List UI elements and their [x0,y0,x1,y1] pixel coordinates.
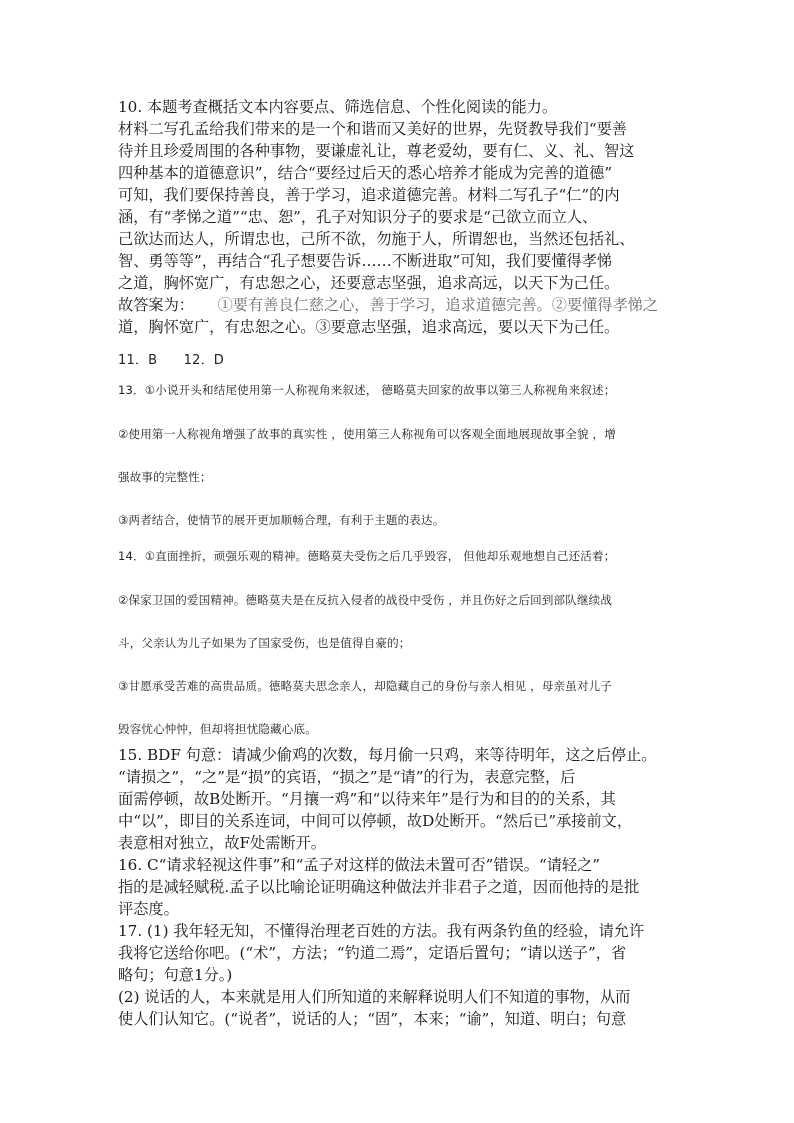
q11-q12-answers: 11．B 12．D [118,353,225,368]
answer-text: ①要有善良仁慈之心，善于学习，追求道德完善。②要懂得孝悌之 [217,296,659,314]
q10-answer-line-1 [118,294,658,316]
q17-line-3: 略句；句意1分。) [118,966,233,984]
q10-line-1: 10. 本题考查概括文本内容要点、筛选信息、个性化阅读的能力。 [118,98,558,116]
q10-line-6: 涵，有“孝悌之道”“忠、恕”，孔子对知识分子的要求是“己欲立而立人、 [118,208,598,226]
q13-line-3: 强故事的完整性； [118,470,212,484]
q17-line-5: 使人们认知它。(“说者”，说话的人；“固”，本来；“谕”，知道、明白；句意 [118,1010,627,1028]
q15-line-3: 面需停顿，故B处断开。“月攘一鸡”和“以待来年”是行为和目的的关系，其 [118,790,616,808]
q14-line-1: 14．①直面挫折，顽强乐观的精神。德略莫夫受伤之后几乎毁容， 但他却乐观地想自己还活着； [118,549,616,563]
q13-line-2: ②使用第一人称视角增强了故事的真实性 ，使用第三人称视角可以客观全面地展现故事全貌 ，增 [118,427,616,441]
q10-line-5: 可知，我们要保持善良，善于学习，追求道德完善。材料二写孔子“仁”的内 [118,186,620,204]
q16-line-3: 评态度。 [118,900,179,918]
q15-line-1: 15. BDF 句意：请减少偷鸡的次数，每月偷一只鸡，来等待明年，这之后停止。 [118,746,657,764]
q10-line-7: 己欲达而达人，所谓忠也，己所不欲，勿施于人，所谓恕也，当然还包括礼、 [118,230,635,248]
q15-line-5: 表意相对独立，故F处需断开。 [118,834,326,852]
answer-label: 故答案为： [118,296,194,314]
q14-line-3: 斗，父亲认为儿子如果为了国家受伤，也是值得自豪的； [118,636,411,650]
q16-line-2: 指的是减轻赋税.孟子以比喻论证明确这种做法并非君子之道，因而他持的是批 [118,878,640,896]
q14-line-5: 毁容忧心忡忡，但却将担忧隐藏心底。 [118,722,317,736]
q10-answer-line-2: 道，胸怀宽广，有忠恕之心。③要意志坚强，追求高远，要以天下为己任。 [118,318,620,336]
q17-line-2: 我将它送给你吧。(“术”，方法；“钓道二焉”，定语后置句；“请以送子”，省 [118,944,627,962]
q17-line-1: 17. (1) 我年轻无知，不懂得治理老百姓的方法。我有两条钓鱼的经验，请允许 [118,922,645,940]
q13-line-1: 13．①小说开头和结尾使用第一人称视角来叙述， 德略莫夫回家的故事以第三人称视角来叙述； [118,383,616,397]
q14-line-2: ②保家卫国的爱国精神。德略莫夫是在反抗入侵者的战役中受伤 ，并且伤好之后回到部队继续战 [118,593,613,607]
q10-line-4: 四种基本的道德意识”，结合“要经过后天的悉心培养才能成为完善的道德” [118,164,613,182]
q15-line-4: 中“以”，即目的关系连词，中间可以停顿，故D处断开。“然后已”承接前文， [118,812,633,830]
q10-line-8: 智、勇等等”，再结合“孔子想要告诉……不断进取”可知，我们要懂得孝悌 [118,252,613,270]
q10-line-9: 之道，胸怀宽广，有忠恕之心，还要意志坚强，追求高远，以天下为己任。 [118,274,620,292]
q17-line-4: (2) 说话的人，本来就是用人们所知道的来解释说明人们不知道的事物，从而 [118,988,631,1006]
q15-line-2: “请损之”，“之”是“损”的宾语，“损之”是“请”的行为，表意完整，后 [118,768,576,786]
q14-line-4: ③甘愿承受苦难的高贵品质。德略莫夫思念亲人，却隐藏自己的身份与亲人相见 ，母亲虽对儿子 [118,679,613,693]
q13-line-4: ③两者结合，使情节的展开更加顺畅合理，有利于主题的表达。 [118,513,445,527]
q10-line-2: 材料二写孔孟给我们带来的是一个和谐而又美好的世界，先贤教导我们“要善 [118,120,627,138]
q16-line-1: 16. C“请求轻视这件事”和“孟子对这样的做法未置可否”错误。“请轻之” [118,856,601,874]
q10-line-3: 待并且珍爱周围的各种事物，要谦虚礼让，尊老爱幼，要有仁、义、礼、智这 [118,142,635,160]
